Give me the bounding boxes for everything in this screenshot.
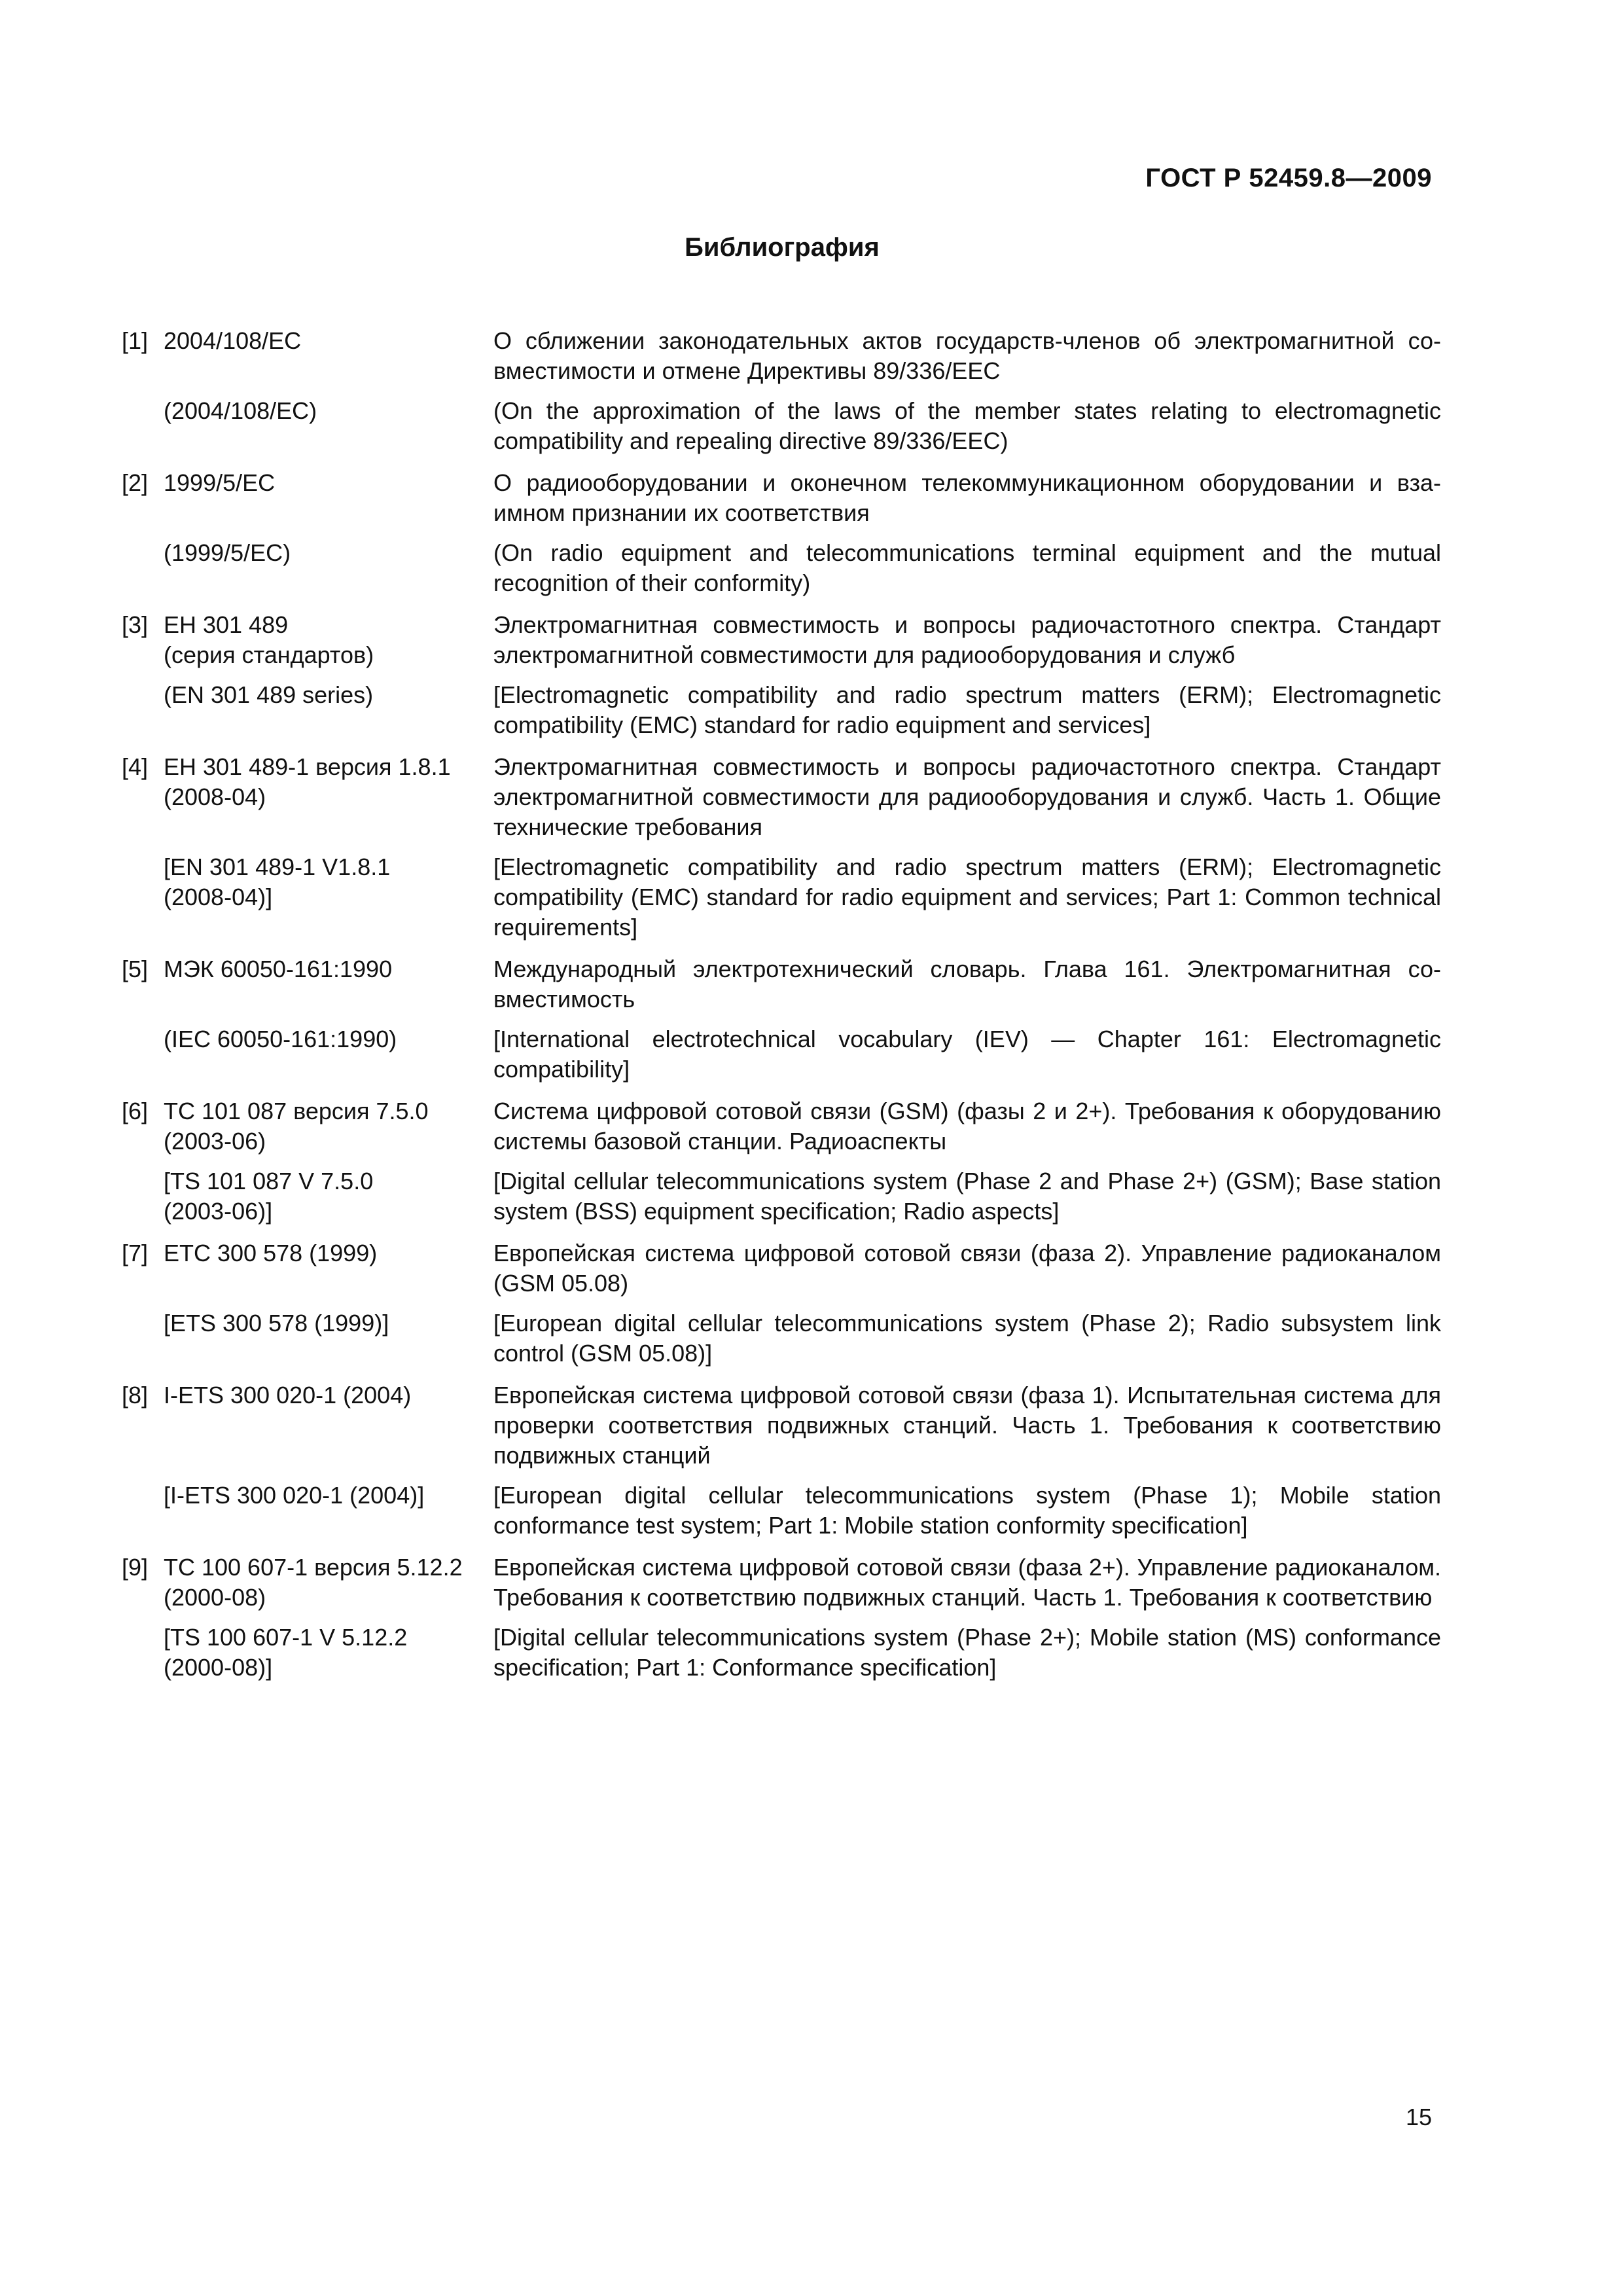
entry-title: [Digital cellular telecommunications system (Phase 2 and Phase 2+) (GSM); Base station system (BSS) equipment specification; Radio aspects] bbox=[493, 1168, 1441, 1225]
bibliography-entry-ru bbox=[122, 1380, 1441, 1471]
bibliography-entry-ru bbox=[122, 610, 1441, 670]
bibliography-entry-en bbox=[122, 1480, 1441, 1541]
bibliography-entry-ru bbox=[122, 752, 1441, 842]
entry-title: Европейская система цифровой сотовой связи (фаза 2+). Управление радиоканалом. Требования к соответствию подвижных станций. Часть 1. Требования к соответствию bbox=[493, 1554, 1441, 1611]
entry-reference: [TS 100 607-1 V 5.12.2 (2000-08)] bbox=[164, 1624, 408, 1681]
entry-title: О радиооборудовании и оконечном телекоммуникационном оборудовании и взаимном признании их соответствия bbox=[493, 469, 1441, 526]
entry-reference: ЕН 301 489 (серия стандартов) bbox=[164, 611, 374, 668]
entry-reference: ТС 100 607-1 версия 5.12.2 (2000-08) bbox=[164, 1554, 463, 1611]
entry-reference: I-ETS 300 020-1 (2004) bbox=[164, 1382, 412, 1408]
entry-title: [Electromagnetic compatibility and radio spectrum matters (ERM); Electromagnetic compatibility (EMC) standard for radio equipment and services; Part 1: Common technical requirements] bbox=[493, 853, 1441, 941]
entry-reference: [ETS 300 578 (1999)] bbox=[164, 1310, 389, 1336]
page-title: Библиография bbox=[685, 233, 880, 262]
entry-reference: (2004/108/EC) bbox=[164, 397, 317, 424]
entry-title: Система цифровой сотовой связи (GSM) (фазы 2 и 2+). Требования к оборудованию системы базовой станции. Радиоаспекты bbox=[493, 1098, 1441, 1155]
entry-reference: ЕТС 300 578 (1999) bbox=[164, 1240, 378, 1266]
entry-number: [4] bbox=[122, 753, 149, 780]
page-number: 15 bbox=[1405, 2104, 1432, 2130]
entry-title: (On radio equipment and telecommunications terminal equipment and the mutual recognition of their conformity) bbox=[493, 539, 1441, 596]
document-code: ГОСТ Р 52459.8—2009 bbox=[1145, 164, 1432, 192]
entry-reference: (1999/5/EC) bbox=[164, 539, 291, 566]
bibliography-entry-en bbox=[122, 1623, 1441, 1683]
entry-reference: 2004/108/ЕС bbox=[164, 327, 302, 354]
bibliography-entry-en bbox=[122, 538, 1441, 598]
bibliography-entry-ru bbox=[122, 1238, 1441, 1299]
entry-title: Электромагнитная совместимость и вопросы радиочастотного спектра. Стандарт электромагнитной совместимости для радиооборудования и служб bbox=[493, 611, 1441, 668]
entry-reference: ЕН 301 489-1 версия 1.8.1 (2008-04) bbox=[164, 753, 451, 810]
entry-title: О сближении законодательных актов государств-членов об электромагнитной совместимости и отмене Директивы 89/336/ЕЕС bbox=[493, 327, 1441, 384]
entry-title: [European digital cellular telecommunications system (Phase 2); Radio subsystem link control (GSM 05.08)] bbox=[493, 1310, 1441, 1367]
entry-reference: 1999/5/ЕС bbox=[164, 469, 276, 496]
bibliography-list bbox=[122, 326, 1441, 1683]
entry-reference: [I-ETS 300 020-1 (2004)] bbox=[164, 1482, 425, 1509]
bibliography-entry-ru bbox=[122, 1096, 1441, 1157]
bibliography-entry-ru bbox=[122, 326, 1441, 386]
bibliography-entry-en bbox=[122, 1024, 1441, 1085]
entry-reference: [EN 301 489-1 V1.8.1 (2008-04)] bbox=[164, 853, 391, 910]
entry-title: Европейская система цифровой сотовой связи (фаза 1). Испытательная система для проверки соответствия подвижных станций. Часть 1. Требования к соответствию подвижных станций bbox=[493, 1382, 1441, 1469]
entry-number: [6] bbox=[122, 1098, 149, 1124]
entry-title: [European digital cellular telecommunications system (Phase 1); Mobile station conformance test system; Part 1: Mobile station conformity specification] bbox=[493, 1482, 1441, 1539]
entry-title: (On the approximation of the laws of the member states relating to electromagnetic compatibility and repealing directive 89/336/EEC) bbox=[493, 397, 1441, 454]
bibliography-entry-en bbox=[122, 852, 1441, 942]
entry-number: [1] bbox=[122, 327, 149, 354]
bibliography-entry-ru bbox=[122, 468, 1441, 528]
bibliography-entry-en bbox=[122, 1308, 1441, 1369]
entry-reference: (EN 301 489 series) bbox=[164, 681, 374, 708]
bibliography-entry-en bbox=[122, 1166, 1441, 1227]
entry-number: [5] bbox=[122, 956, 149, 982]
entry-number: [2] bbox=[122, 469, 149, 496]
entry-title: Международный электротехнический словарь. Глава 161. Электромагнитная совместимость bbox=[493, 956, 1441, 1013]
entry-title: [Electromagnetic compatibility and radio spectrum matters (ERM); Electromagnetic compatibility (EMC) standard for radio equipment and services] bbox=[493, 681, 1441, 738]
entry-title: Европейская система цифровой сотовой связи (фаза 2). Управление радиоканалом (GSM 05.08) bbox=[493, 1240, 1441, 1297]
entry-reference: (IEC 60050-161:1990) bbox=[164, 1026, 397, 1052]
entry-reference: [TS 101 087 V 7.5.0 (2003-06)] bbox=[164, 1168, 374, 1225]
entry-reference: ТС 101 087 версия 7.5.0 (2003-06) bbox=[164, 1098, 429, 1155]
entry-title: [International electrotechnical vocabulary (IEV) — Chapter 161: Electromagnetic compatibility] bbox=[493, 1026, 1441, 1083]
entry-number: [8] bbox=[122, 1382, 149, 1408]
entry-number: [9] bbox=[122, 1554, 149, 1581]
bibliography-entry-ru bbox=[122, 954, 1441, 1014]
bibliography-entry-en bbox=[122, 680, 1441, 740]
entry-number: [3] bbox=[122, 611, 149, 638]
entry-title: [Digital cellular telecommunications system (Phase 2+); Mobile station (MS) conformance specification; Part 1: Conformance specification] bbox=[493, 1624, 1441, 1681]
bibliography-entry-ru bbox=[122, 1552, 1441, 1613]
entry-reference: МЭК 60050-161:1990 bbox=[164, 956, 393, 982]
entry-title: Электромагнитная совместимость и вопросы радиочастотного спектра. Стандарт электромагнитной совместимости для радиооборудования и служб. Часть 1. Общие технические требования bbox=[493, 753, 1441, 840]
bibliography-entry-en bbox=[122, 396, 1441, 456]
entry-number: [7] bbox=[122, 1240, 149, 1266]
